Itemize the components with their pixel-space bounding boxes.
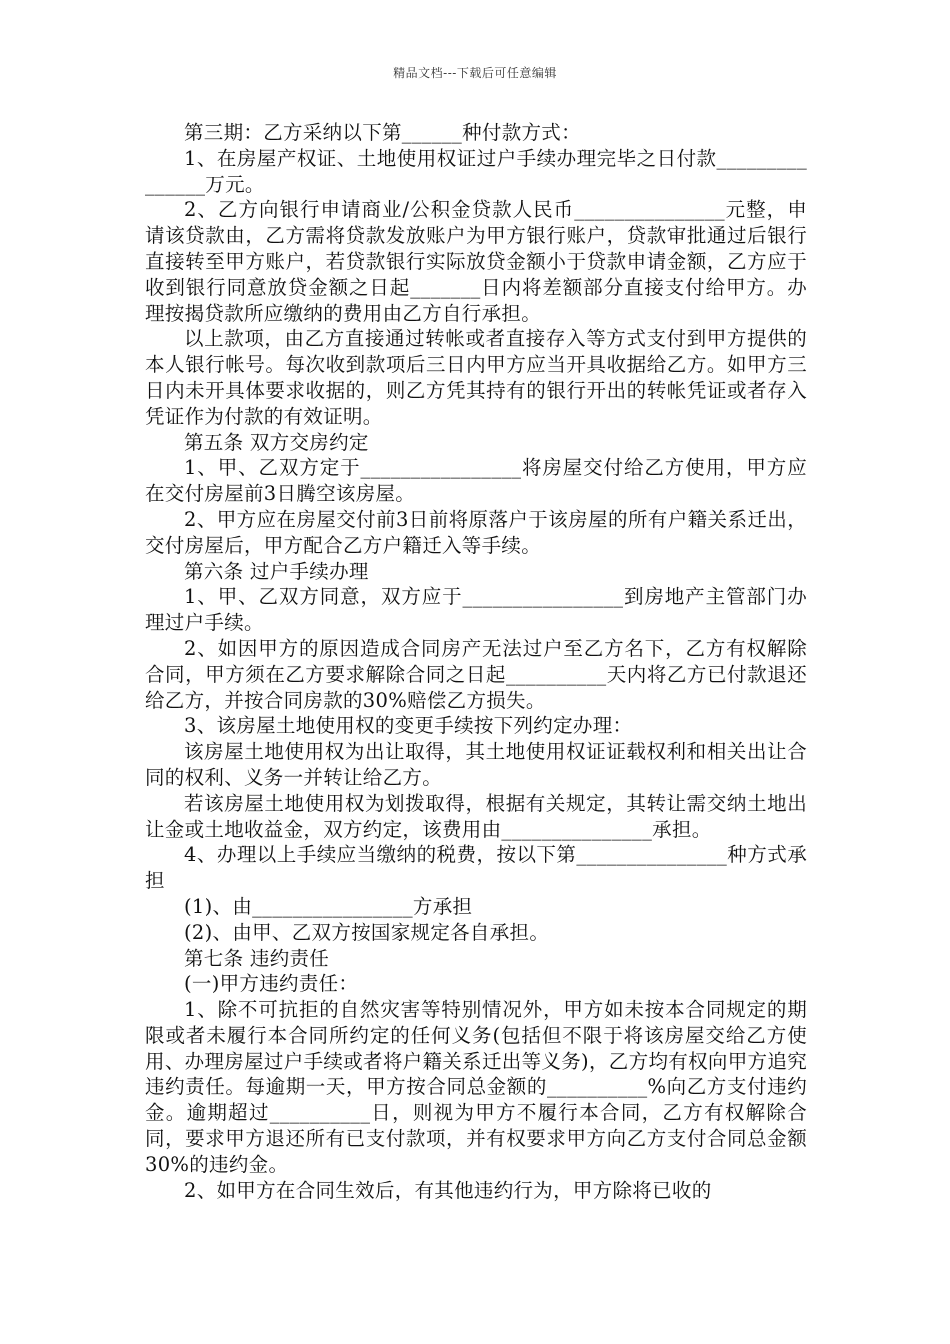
section-heading: 第七条 违约责任 xyxy=(184,946,330,970)
paragraph: 1、在房屋产权证、土地使用权证过户手续办理完毕之日付款_______________万元。 xyxy=(145,146,807,196)
subsection-heading: (一)甲方违约责任： xyxy=(184,972,359,996)
paragraph: 第三期：乙方采纳以下第______种付款方式： xyxy=(184,121,581,144)
paragraph: (1)、由________________方承担 xyxy=(184,894,473,918)
paragraph: 1、甲、乙双方定于________________将房屋交付给乙方使用，甲方应在交付房屋前3日腾空该房屋。 xyxy=(145,456,807,506)
paragraph: 2、如甲方在合同生效后，有其他违约行为，甲方除将已收的 xyxy=(184,1178,712,1202)
document-body xyxy=(145,120,807,1203)
paragraph: 1、除不可抗拒的自然灾害等特别情况外，甲方如未按本合同规定的期限或者未履行本合同所约定的任何义务(包括但不限于将该房屋交给乙方使用、办理房屋过户手续或者将户籍关系迁出等义务)，乙方均有权向甲方追究违约责任。每逾期一天，甲方按合同总金额的__________%向乙方支付违约金。逾期超过__________日，则视为甲方不履行本合同，乙方有权解除合同，要求甲方退还所有已支付款项，并有权要求甲方向乙方支付合同总金额30%的违约金。 xyxy=(145,998,807,1176)
paragraph: 若该房屋土地使用权为划拨取得，根据有关规定，其转让需交纳土地出让金或土地收益金，双方约定，该费用由_______________承担。 xyxy=(145,791,807,841)
page-header: 精品文档---下载后可任意编辑 xyxy=(393,66,557,80)
paragraph: 该房屋土地使用权为出让取得，其土地使用权证证载权利和相关出让合同的权利、义务一并转让给乙方。 xyxy=(145,740,807,789)
paragraph: 以上款项，由乙方直接通过转帐或者直接存入等方式支付到甲方提供的本人银行帐号。每次收到款项后三日内甲方应当开具收据给乙方。如甲方三日内未开具体要求收据的，则乙方凭其持有的银行开出的转帐凭证或者存入凭证作为付款的有效证明。 xyxy=(145,327,807,428)
paragraph: 2、乙方向银行申请商业/公积金贷款人民币_______________元整，申请该贷款由，乙方需将贷款发放账户为甲方银行账户，贷款审批通过后银行直接转至甲方账户，若贷款银行实际放贷金额小于贷款申请金额，乙方应于收到银行同意放贷金额之日起_______日内将差额部分直接支付给甲方。办理按揭贷款所应缴纳的费用由乙方自行承担。 xyxy=(145,198,807,325)
paragraph: 3、该房屋土地使用权的变更手续按下列约定办理： xyxy=(184,714,633,738)
paragraph: 2、如因甲方的原因造成合同房产无法过户至乙方名下，乙方有权解除合同，甲方须在乙方要求解除合同之日起__________天内将乙方已付款退还给乙方，并按合同房款的30%赔偿乙方损失。 xyxy=(145,636,807,712)
paragraph: 2、甲方应在房屋交付前3日前将原落户于该房屋的所有户籍关系迁出，交付房屋后，甲方配合乙方户籍迁入等手续。 xyxy=(145,507,807,557)
paragraph: (2)、由甲、乙双方按国家规定各自承担。 xyxy=(184,920,550,944)
section-heading: 第六条 过户手续办理 xyxy=(184,559,369,583)
section-heading: 第五条 双方交房约定 xyxy=(184,430,369,454)
paragraph: 4、办理以上手续应当缴纳的税费，按以下第_______________种方式承担 xyxy=(145,843,807,893)
paragraph: 1、甲、乙双方同意，双方应于________________到房地产主管部门办理过户手续。 xyxy=(145,585,807,635)
